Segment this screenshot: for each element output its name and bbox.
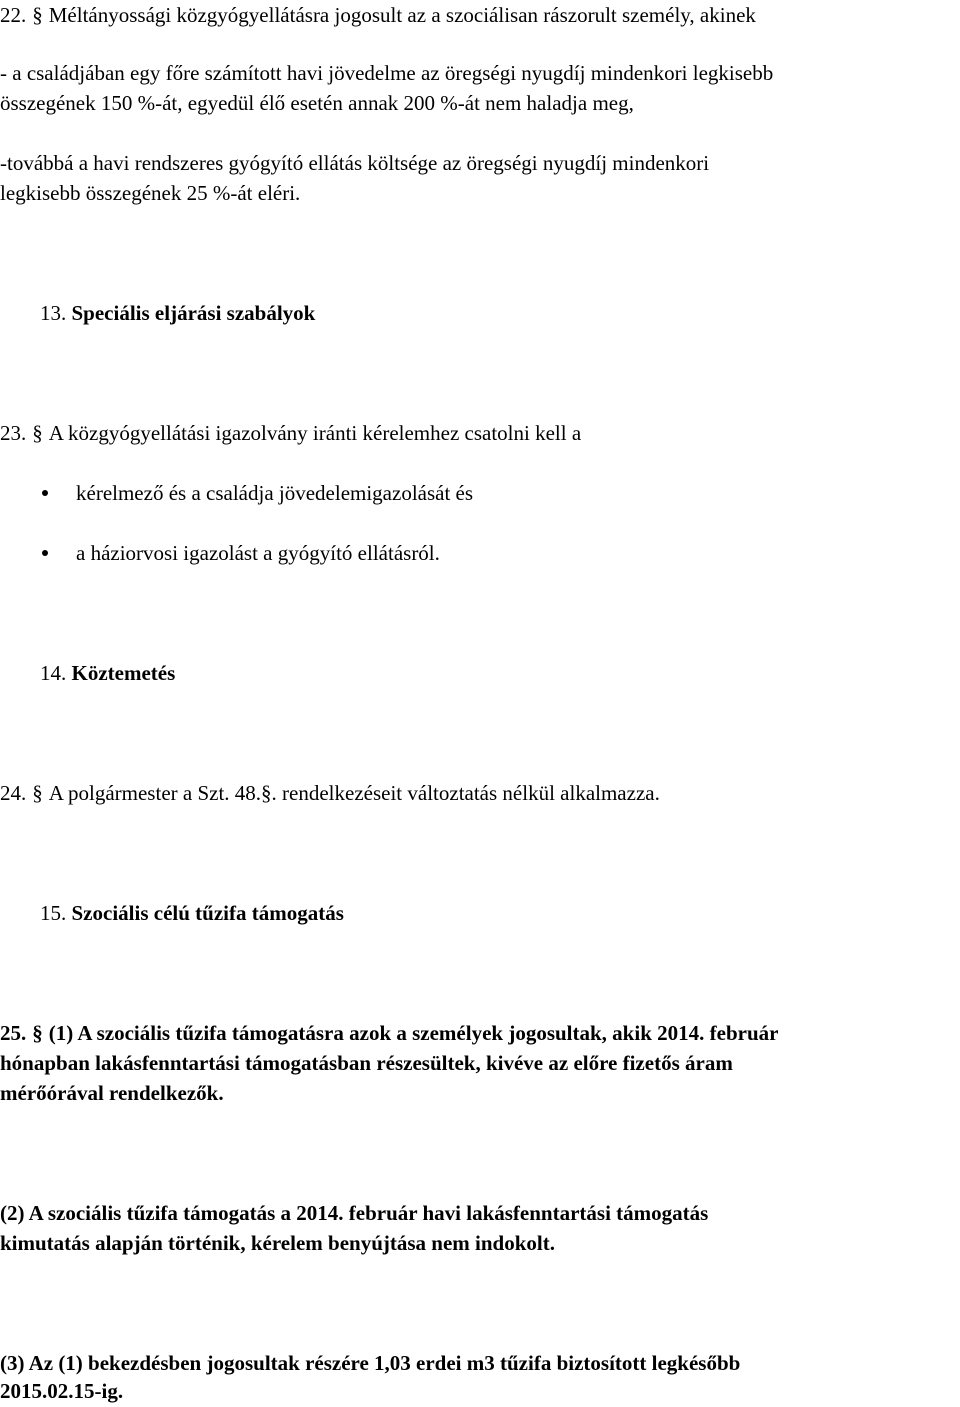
- section-heading-13: [40, 298, 315, 328]
- heading-number: 15.: [40, 901, 67, 925]
- section-heading-15: [40, 898, 344, 928]
- heading-title: Szociális célú tűzifa támogatás: [71, 901, 344, 925]
- paragraph-25-line-3: mérőórával rendelkezők.: [0, 1081, 224, 1105]
- paragraph-text: (1) A szociális tűzifa támogatásra azok a személyek jogosultak, akik 2014. február: [48, 1021, 779, 1045]
- paragraph-22-line-4: legkisebb összegének 25 %-át eléri.: [0, 181, 301, 205]
- paragraph-number: 23.: [0, 421, 27, 445]
- list-item: [0, 478, 900, 508]
- section-sign: §: [32, 781, 43, 805]
- paragraph-number: 22.: [0, 3, 27, 27]
- list-item-text: a háziorvosi igazolást a gyógyító ellátásról.: [76, 541, 440, 565]
- heading-title: Speciális eljárási szabályok: [71, 301, 316, 325]
- paragraph-25-line-2: hónapban lakásfenntartási támogatásban részesültek, kivéve az előre fizetős áram: [0, 1051, 733, 1075]
- paragraph-22-line-1: - a családjában egy főre számított havi jövedelme az öregségi nyugdíj mindenkori legkisebb: [0, 61, 774, 85]
- bullet-icon: [42, 550, 48, 556]
- paragraph-text: A polgármester a Szt. 48.§. rendelkezéseit változtatás nélkül alkalmazza.: [48, 781, 660, 805]
- paragraph-25-3-line-1: (3) Az (1) bekezdésben jogosultak részére 1,03 erdei m3 tűzifa biztosított legkésőbb: [0, 1351, 741, 1375]
- paragraph-22-heading: [0, 0, 756, 30]
- list-item-text: kérelmező és a családja jövedelemigazolását és: [76, 481, 474, 505]
- paragraph-25-2-line-2: kimutatás alapján történik, kérelem benyújtása nem indokolt.: [0, 1231, 555, 1255]
- heading-number: 14.: [40, 661, 67, 685]
- paragraph-number: 25.: [0, 1021, 27, 1045]
- heading-number: 13.: [40, 301, 67, 325]
- paragraph-23-heading: [0, 418, 581, 448]
- paragraph-number: 24.: [0, 781, 27, 805]
- section-sign: §: [32, 421, 43, 445]
- section-sign: §: [32, 1021, 43, 1045]
- heading-title: Köztemetés: [71, 661, 176, 685]
- paragraph-text: Méltányossági közgyógyellátásra jogosult az a szociálisan rászorult személy, akinek: [48, 3, 756, 27]
- paragraph-25-3-line-2: 2015.02.15-ig.: [0, 1379, 124, 1403]
- paragraph-25-line-1: [0, 1018, 778, 1048]
- bullet-icon: [42, 490, 48, 496]
- section-sign: §: [32, 3, 43, 27]
- paragraph-text: A közgyógyellátási igazolvány iránti kérelemhez csatolni kell a: [48, 421, 582, 445]
- paragraph-22-line-2: összegének 150 %-át, egyedül élő esetén annak 200 %-át nem haladja meg,: [0, 91, 634, 115]
- section-heading-14: [40, 658, 175, 688]
- list-item: [0, 538, 900, 568]
- paragraph-24: [0, 778, 660, 808]
- paragraph-22-line-3: -továbbá a havi rendszeres gyógyító ellátás költsége az öregségi nyugdíj mindenkori: [0, 151, 710, 175]
- paragraph-25-2-line-1: (2) A szociális tűzifa támogatás a 2014. február havi lakásfenntartási támogatás: [0, 1201, 709, 1225]
